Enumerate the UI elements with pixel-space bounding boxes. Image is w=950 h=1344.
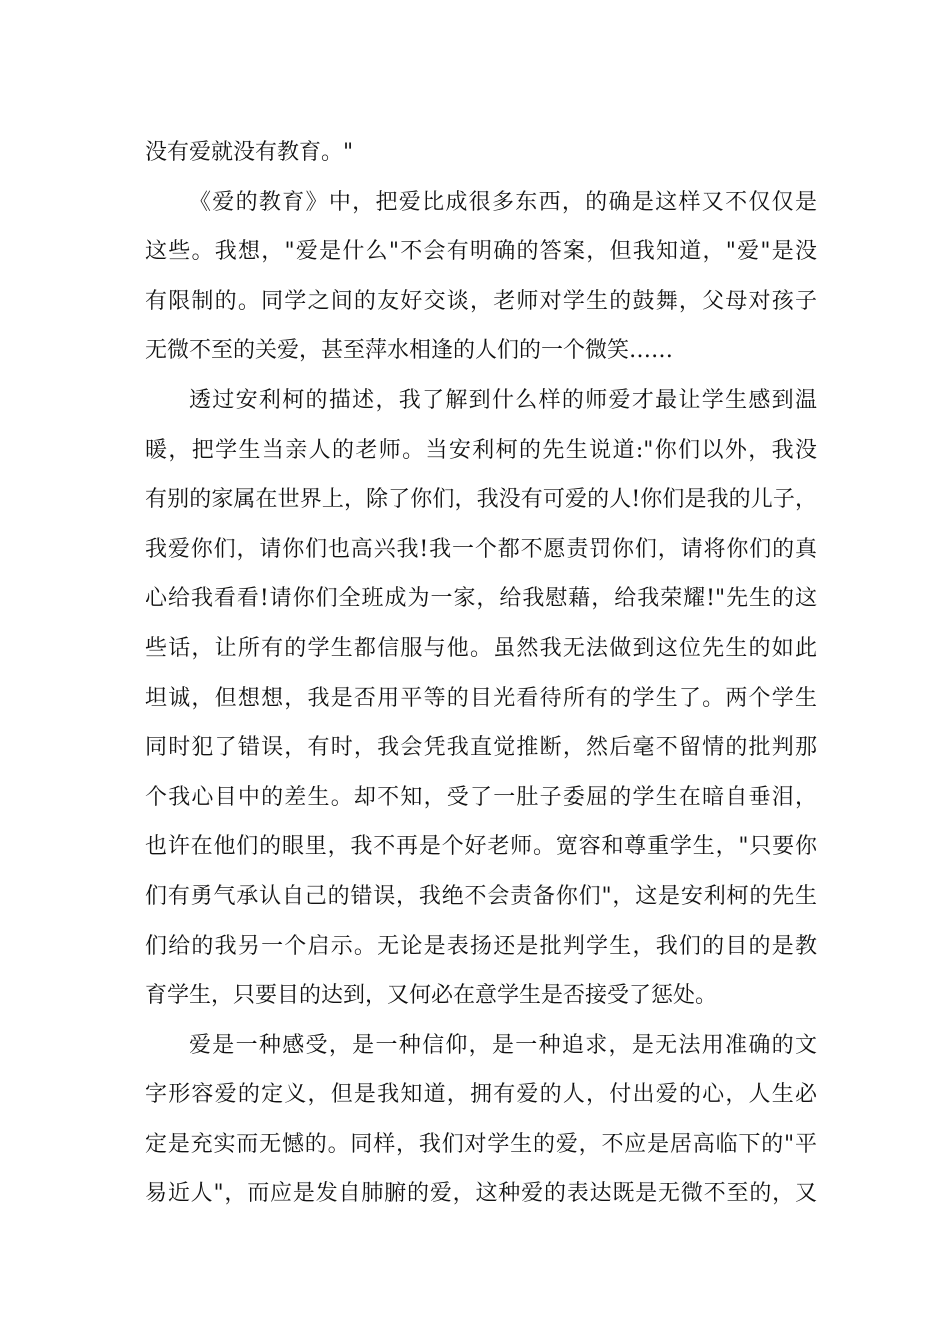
paragraph-line: 无微不至的关爱，甚至萍水相逢的人们的一个微笑…… — [145, 338, 674, 364]
paragraph-line: 也许在他们的眼里，我不再是个好老师。宽容和尊重学生，"只要你 — [145, 834, 817, 860]
paragraph-line: 我爱你们，请你们也高兴我!我一个都不愿责罚你们，请将你们的真 — [145, 536, 817, 562]
paragraph-line: 育学生，只要目的达到，又何必在意学生是否接受了惩处。 — [145, 983, 718, 1009]
paragraph-line: 个我心目中的差生。却不知，受了一肚子委屈的学生在暗自垂泪， — [145, 784, 817, 810]
paragraph-line: 们有勇气承认自己的错误，我绝不会责备你们"，这是安利柯的先生 — [145, 883, 817, 909]
paragraph-line: 些话，让所有的学生都信服与他。虽然我无法做到这位先生的如此 — [145, 635, 817, 661]
paragraph-line: 《爱的教育》中，把爱比成很多东西，的确是这样又不仅仅是 — [189, 189, 817, 215]
paragraph-line: 同时犯了错误，有时，我会凭我直觉推断，然后毫不留情的批判那 — [145, 735, 817, 761]
paragraph-line: 暖，把学生当亲人的老师。当安利柯的先生说道:"你们以外，我没 — [145, 437, 817, 463]
paragraph-line: 没有爱就没有教育。" — [145, 140, 354, 165]
paragraph-line: 这些。我想，"爱是什么"不会有明确的答案，但我知道，"爱"是没 — [145, 239, 817, 265]
paragraph-line: 爱是一种感受，是一种信仰，是一种追求，是无法用准确的文 — [189, 1032, 817, 1058]
paragraph-line: 有限制的。同学之间的友好交谈，老师对学生的鼓舞，父母对孩子 — [145, 288, 817, 314]
paragraph-line: 心给我看看!请你们全班成为一家，给我慰藉，给我荣耀!"先生的这 — [145, 586, 817, 612]
paragraph-line: 字形容爱的定义，但是我知道，拥有爱的人，付出爱的心，人生必 — [145, 1082, 817, 1108]
essay-body — [145, 128, 817, 1219]
paragraph-line: 易近人"，而应是发自肺腑的爱，这种爱的表达既是无微不至的，又 — [145, 1181, 817, 1207]
paragraph-line: 有别的家属在世界上，除了你们，我没有可爱的人!你们是我的儿子， — [145, 487, 817, 513]
paragraph-line: 定是充实而无憾的。同样，我们对学生的爱，不应是居高临下的"平 — [145, 1131, 817, 1157]
paragraph-line: 透过安利柯的描述，我了解到什么样的师爱才最让学生感到温 — [189, 387, 817, 413]
paragraph-line: 坦诚，但想想，我是否用平等的目光看待所有的学生了。两个学生 — [145, 685, 817, 711]
paragraph-line: 们给的我另一个启示。无论是表扬还是批判学生，我们的目的是教 — [145, 933, 817, 959]
